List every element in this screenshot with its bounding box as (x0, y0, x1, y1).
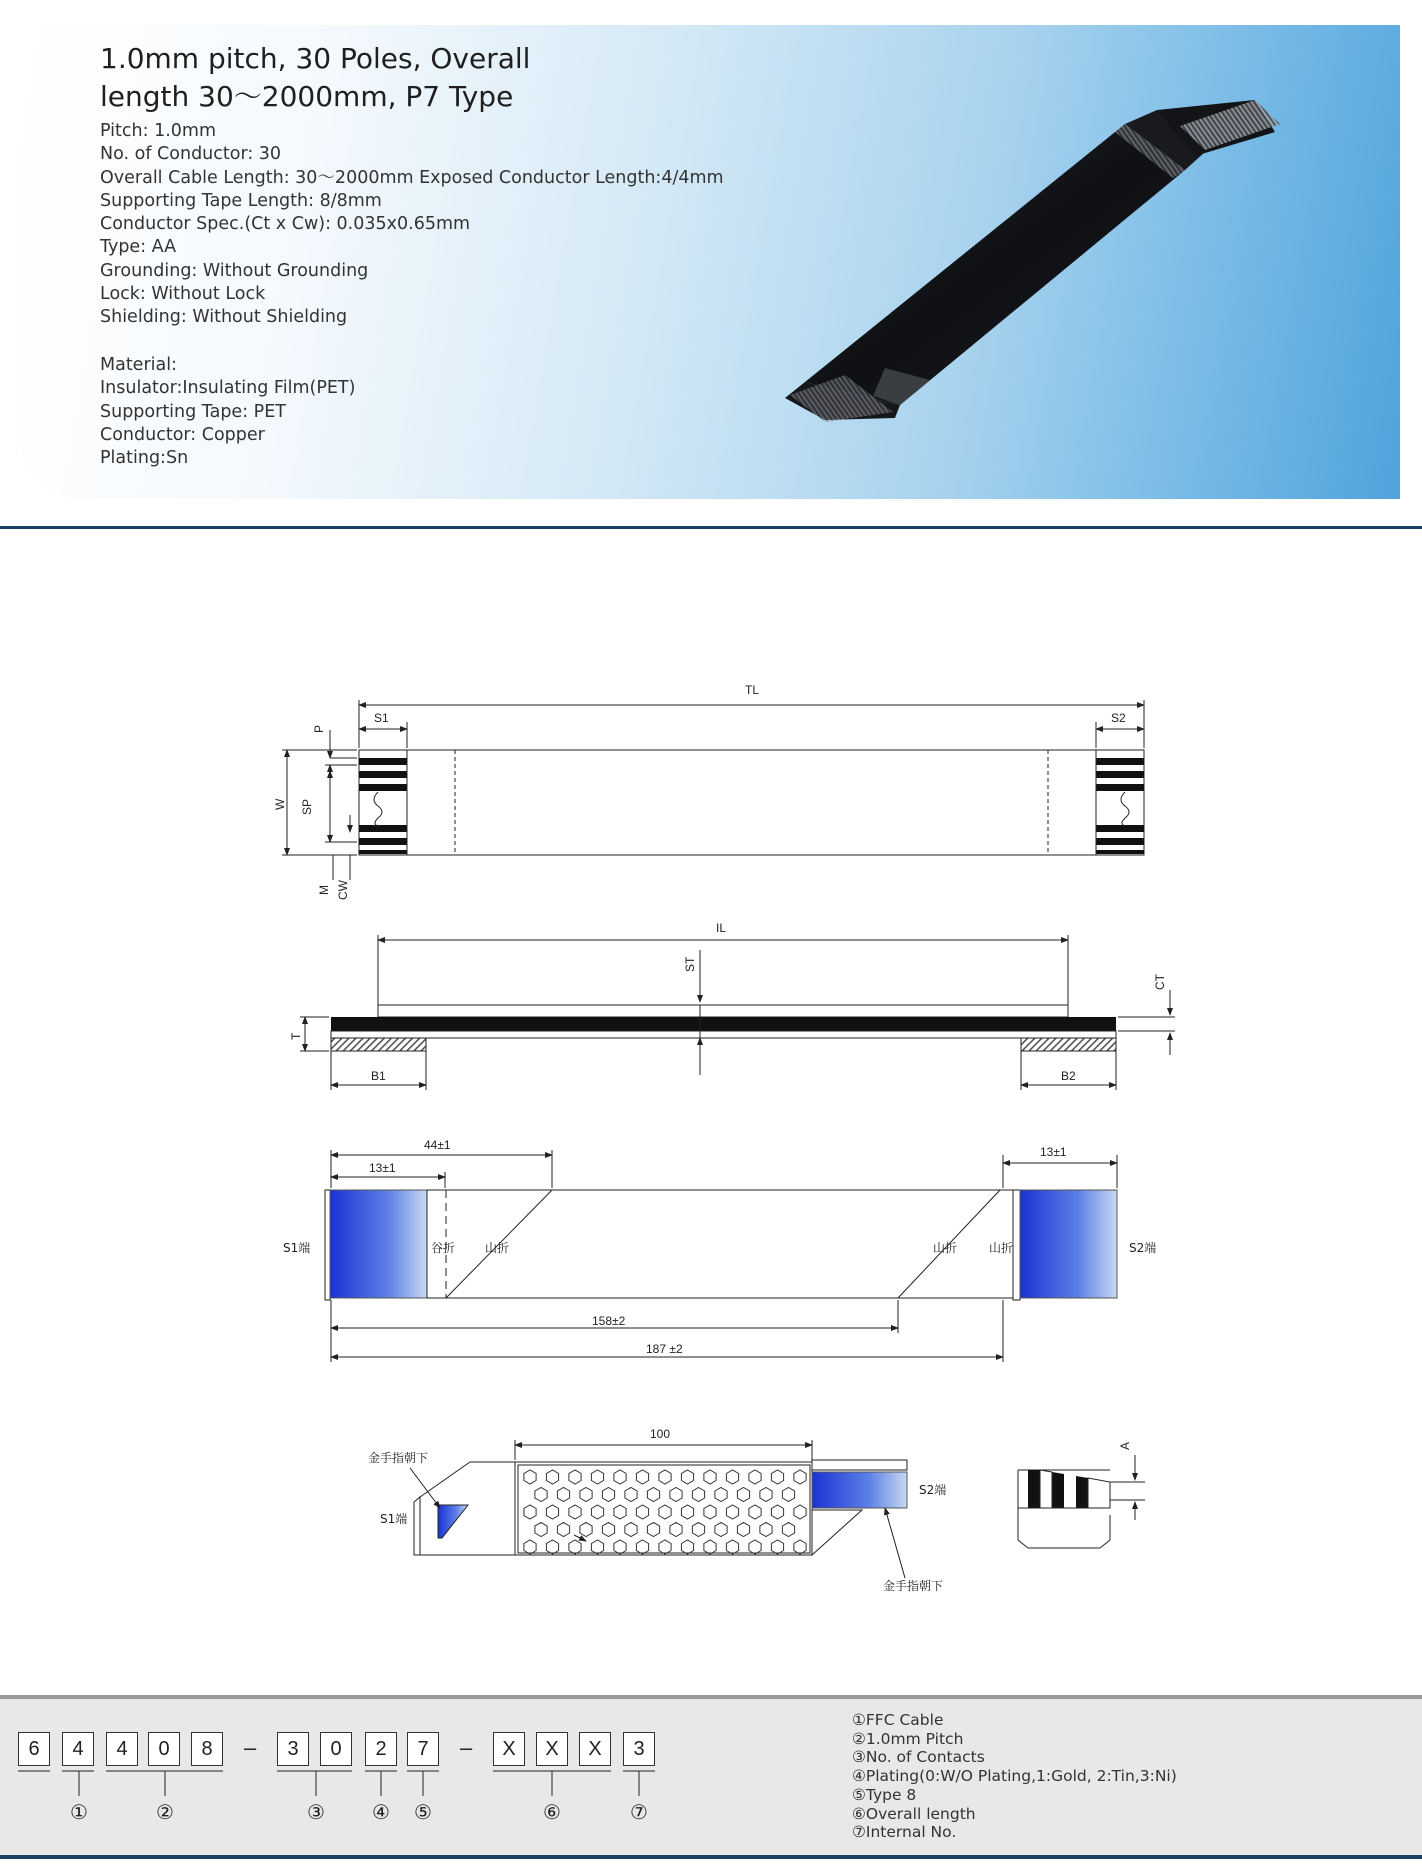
label-s2-end-sketch: S2端 (919, 1483, 947, 1497)
label-cw: CW (336, 880, 350, 900)
legend-item-4: ④Plating(0:W/O Plating,1:Gold, 2:Tin,3:Ni) (852, 1767, 1177, 1786)
title-line-1: 1.0mm pitch, 30 Poles, Overall (100, 42, 531, 75)
spec-shielding: Shielding: Without Shielding (100, 307, 348, 328)
label-mountain-fold-3: 山折 (989, 1241, 1014, 1255)
pn-marker-7: ⑦ (630, 1800, 648, 1824)
pn-digit-3: 4 (106, 1732, 138, 1766)
label-m: M (317, 885, 331, 895)
material-insulator: Insulator:Insulating Film(PET) (100, 378, 356, 399)
label-st: ST (683, 956, 697, 972)
legend-item-6: ⑥Overall length (852, 1804, 976, 1823)
spec-cable-length: Overall Cable Length: 30〜2000mm Exposed Conductor Length:4/4mm (100, 167, 724, 188)
label-13-right: 13±1 (1040, 1145, 1067, 1159)
label-p: P (312, 724, 326, 733)
spec-conductor-spec: Conductor Spec.(Ct x Cw): 0.035x0.65mm (100, 214, 471, 235)
legend-item-7: ⑦Internal No. (852, 1823, 957, 1842)
label-gold-finger-down-1: 金手指朝下 (368, 1451, 429, 1465)
label-b1: B1 (371, 1069, 386, 1083)
pn-digit-4: 0 (148, 1732, 180, 1766)
pn-digit-13: 3 (623, 1732, 655, 1766)
legend-item-1: ①FFC Cable (852, 1711, 944, 1729)
pn-digit-6: 3 (277, 1732, 309, 1766)
label-44: 44±1 (424, 1138, 451, 1152)
title-line-2: length 30〜2000mm, P7 Type (100, 80, 514, 113)
material-plating: Plating:Sn (100, 448, 189, 469)
label-il: IL (716, 921, 727, 935)
pn-digit-5: 8 (191, 1732, 223, 1766)
label-mountain-fold-2: 山折 (933, 1241, 958, 1255)
label-t: T (289, 1032, 303, 1040)
pn-marker-3: ③ (307, 1800, 325, 1824)
pn-marker-2: ② (156, 1800, 174, 1824)
label-s1: S1 (374, 711, 389, 725)
label-100: 100 (650, 1427, 671, 1441)
pn-marker-1: ① (70, 1800, 88, 1824)
pn-digit-9: 7 (407, 1732, 439, 1766)
label-158: 158±2 (592, 1314, 626, 1328)
pn-marker-6: ⑥ (543, 1800, 561, 1824)
pn-digit-1: 6 (18, 1732, 50, 1766)
label-w: W (273, 798, 287, 810)
label-gold-finger-down-2: 金手指朝下 (883, 1579, 944, 1593)
pn-digit-10: X (493, 1732, 525, 1766)
spec-pitch: Pitch: 1.0mm (100, 121, 216, 141)
pn-marker-4: ④ (372, 1800, 390, 1824)
part-number-legend (852, 1711, 1177, 1842)
spec-grounding: Grounding: Without Grounding (100, 260, 369, 281)
material-conductor: Conductor: Copper (100, 424, 265, 445)
legend-item-2: ②1.0mm Pitch (852, 1729, 964, 1748)
label-s1-end-sketch: S1端 (380, 1512, 408, 1526)
label-s2-end: S2端 (1129, 1241, 1157, 1255)
label-187: 187 ±2 (646, 1342, 683, 1356)
pn-separator-2: – (460, 1735, 473, 1760)
legend-item-5: ⑤Type 8 (852, 1785, 917, 1804)
label-ct: CT (1153, 974, 1167, 990)
pn-digit-2: 4 (62, 1732, 94, 1766)
label-mountain-fold-1: 山折 (485, 1241, 510, 1255)
pn-digit-11: X (536, 1732, 568, 1766)
label-tl: TL (745, 683, 760, 697)
spec-conductors: No. of Conductor: 30 (100, 144, 282, 165)
spec-tape-length: Supporting Tape Length: 8/8mm (100, 190, 382, 211)
label-sp: SP (300, 798, 314, 815)
label-13-left: 13±1 (369, 1161, 396, 1175)
spec-type: Type: AA (100, 237, 177, 258)
label-a: A (1118, 1441, 1132, 1450)
material-heading: Material: (100, 355, 177, 375)
pn-digit-8: 2 (365, 1732, 397, 1766)
pn-separator-1: – (244, 1735, 257, 1760)
pn-digit-12: X (579, 1732, 611, 1766)
material-tape: Supporting Tape: PET (100, 401, 286, 422)
label-valley-fold: 谷折 (431, 1241, 456, 1255)
label-b2: B2 (1061, 1069, 1076, 1083)
label-s2: S2 (1111, 711, 1126, 725)
pn-marker-5: ⑤ (414, 1800, 432, 1824)
spec-lock: Lock: Without Lock (100, 284, 266, 305)
label-s1-end: S1端 (283, 1241, 311, 1255)
pn-digit-7: 0 (320, 1732, 352, 1766)
legend-item-3: ③No. of Contacts (852, 1748, 985, 1767)
